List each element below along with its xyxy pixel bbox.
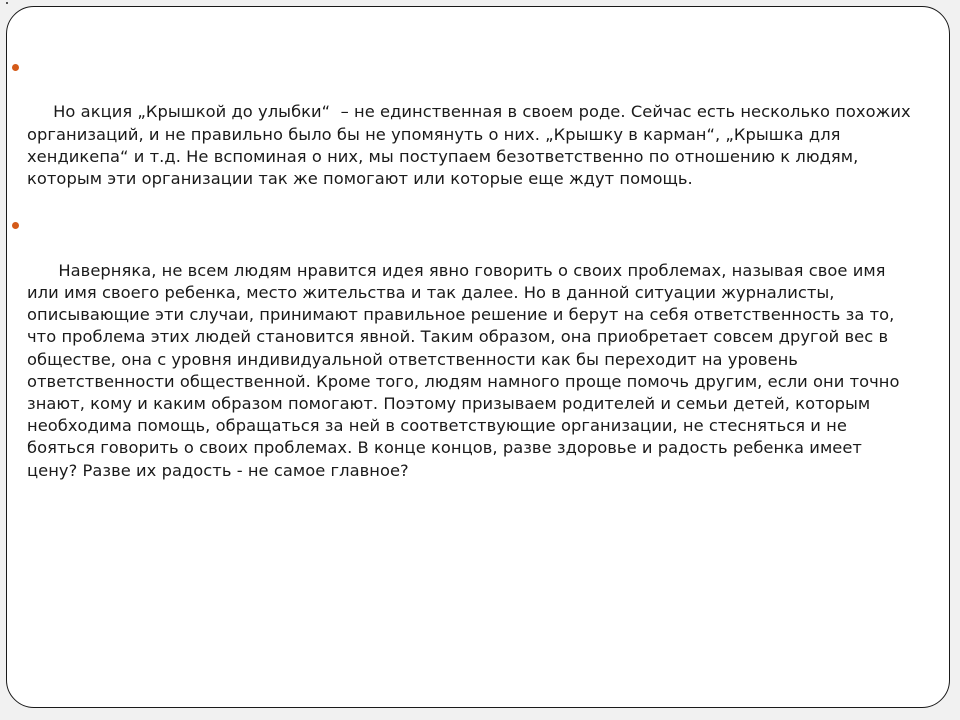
- bullet-item-1: [12, 57, 916, 212]
- bullet-text-2: Наверняка, не всем людям нравится идея явно говорить о своих проблемах, называя свое имя или имя своего ребенка, место жительства и так далее. Но в данной ситуации журналисты, описывающие эти случаи, принимают правильное решение и берут на себя ответственность за то, что проблема этих людей становится явной. Таким образом, она приобретает совсем другой вес в обществе, она с уровня индивидуальной ответственности как бы переходит на уровень ответственности общественной. Кроме того, людям намного проще помочь другим, если они точно знают, кому и каким образом помогают. Поэтому призываем родителей и семьи детей, которым необходима помощь, обращаться за ней в соответствующие организации, не стесняться и не бояться говорить о своих проблемах. В конце концов, разве здоровье и радость ребенка имеет цену? Разве их радость - не самое главное?: [27, 260, 905, 480]
- bullet-text-1: Но акция „Крышкой до улыбки“ – не единственная в своем роде. Сейчас есть несколько похожих организаций, и не правильно было бы не упомянуть о них. „Крышку в карман“, „Крышка для хендикепа“ и т.д. Не вспоминая о них, мы поступаем безответственно по отношению к людям, которым эти организации так же помогают или которые еще ждут помощь.: [27, 102, 916, 189]
- corner-mark: [6, 2, 8, 4]
- slide-content: [12, 57, 916, 507]
- bullet-item-2: [12, 215, 912, 504]
- bullet-dot-icon: [12, 222, 19, 229]
- bullet-dot-icon: [12, 64, 19, 71]
